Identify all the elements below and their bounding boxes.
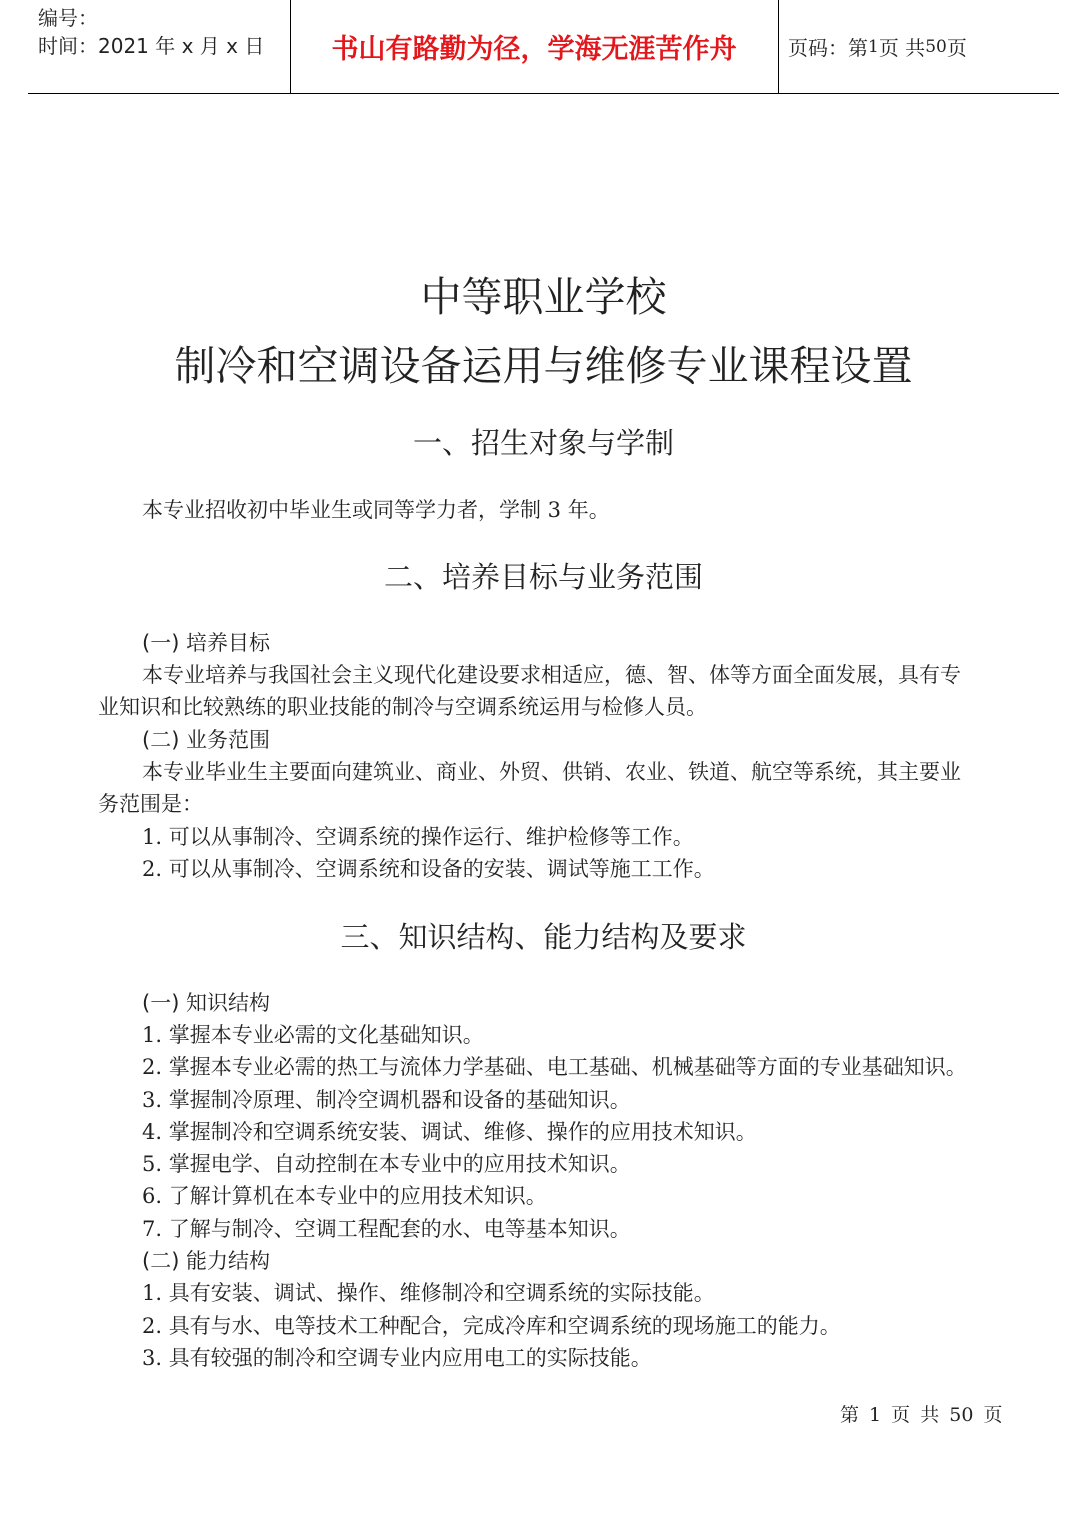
page-mid: 页 共 bbox=[878, 36, 926, 60]
page-total: 50 bbox=[925, 36, 947, 57]
list-item: 2. 可以从事制冷、空调系统和设备的安装、调试等施工工作。 bbox=[142, 857, 715, 881]
header-motto: 书山有路勤为径，学海无涯苦作舟 bbox=[331, 34, 737, 65]
list-item: 2. 掌握本专业必需的热工与流体力学基础、电工基础、机械基础等方面的专业基础知识。 bbox=[142, 1055, 967, 1079]
paragraph: 业知识和比较熟练的职业技能的制冷与空调系统运用与检修人员。 bbox=[98, 695, 707, 719]
list-item: 3. 具有较强的制冷和空调专业内应用电工的实际技能。 bbox=[142, 1346, 652, 1370]
page-suffix: 页 bbox=[946, 36, 967, 60]
time-label: 时间：2021 年 x 月 x 日 bbox=[38, 34, 265, 58]
subsection-heading: (一) 知识结构 bbox=[142, 991, 271, 1015]
page-header bbox=[28, 0, 1059, 94]
header-meta bbox=[38, 4, 264, 60]
section-heading: 三、知识结构、能力结构及要求 bbox=[340, 920, 747, 954]
paragraph: 本专业毕业生主要面向建筑业、商业、外贸、供销、农业、铁道、航空等系统，其主要业 bbox=[142, 760, 961, 784]
paragraph: 务范围是： bbox=[98, 792, 203, 816]
document-title: 中等职业学校 bbox=[420, 273, 667, 321]
list-item: 3. 掌握制冷原理、制冷空调机器和设备的基础知识。 bbox=[142, 1088, 631, 1112]
list-item: 6. 了解计算机在本专业中的应用技术知识。 bbox=[142, 1184, 547, 1208]
section-heading: 一、招生对象与学制 bbox=[412, 426, 674, 460]
paragraph: 本专业培养与我国社会主义现代化建设要求相适应，德、智、体等方面全面发展，具有专 bbox=[142, 663, 961, 687]
header-page-indicator bbox=[788, 0, 967, 93]
subsection-heading: (二) 能力结构 bbox=[142, 1249, 271, 1273]
section-heading: 二、培养目标与业务范围 bbox=[383, 560, 703, 594]
list-item: 2. 具有与水、电等技术工种配合，完成冷库和空调系统的现场施工的能力。 bbox=[142, 1314, 841, 1338]
page-current: 1 bbox=[868, 36, 879, 57]
list-item: 1. 可以从事制冷、空调系统的操作运行、维护检修等工作。 bbox=[142, 825, 694, 849]
list-item: 5. 掌握电学、自动控制在本专业中的应用技术知识。 bbox=[142, 1152, 631, 1176]
list-item: 4. 掌握制冷和空调系统安装、调试、维修、操作的应用技术知识。 bbox=[142, 1120, 757, 1144]
page-footer: 第 1 页 共 50 页 bbox=[840, 1404, 1003, 1426]
list-item: 1. 具有安装、调试、操作、维修制冷和空调系统的实际技能。 bbox=[142, 1281, 715, 1305]
header-divider bbox=[778, 0, 779, 93]
document-subtitle: 制冷和空调设备运用与维修专业课程设置 bbox=[174, 342, 913, 390]
serial-label: 编号： bbox=[38, 6, 98, 30]
paragraph: 本专业招收初中毕业生或同等学力者，学制 3 年。 bbox=[142, 498, 610, 522]
list-item: 1. 掌握本专业必需的文化基础知识。 bbox=[142, 1023, 484, 1047]
subsection-heading: (二) 业务范围 bbox=[142, 728, 271, 752]
subsection-heading: (一) 培养目标 bbox=[142, 631, 271, 655]
page-prefix: 页码：第 bbox=[788, 36, 868, 60]
list-item: 7. 了解与制冷、空调工程配套的水、电等基本知识。 bbox=[142, 1217, 631, 1241]
